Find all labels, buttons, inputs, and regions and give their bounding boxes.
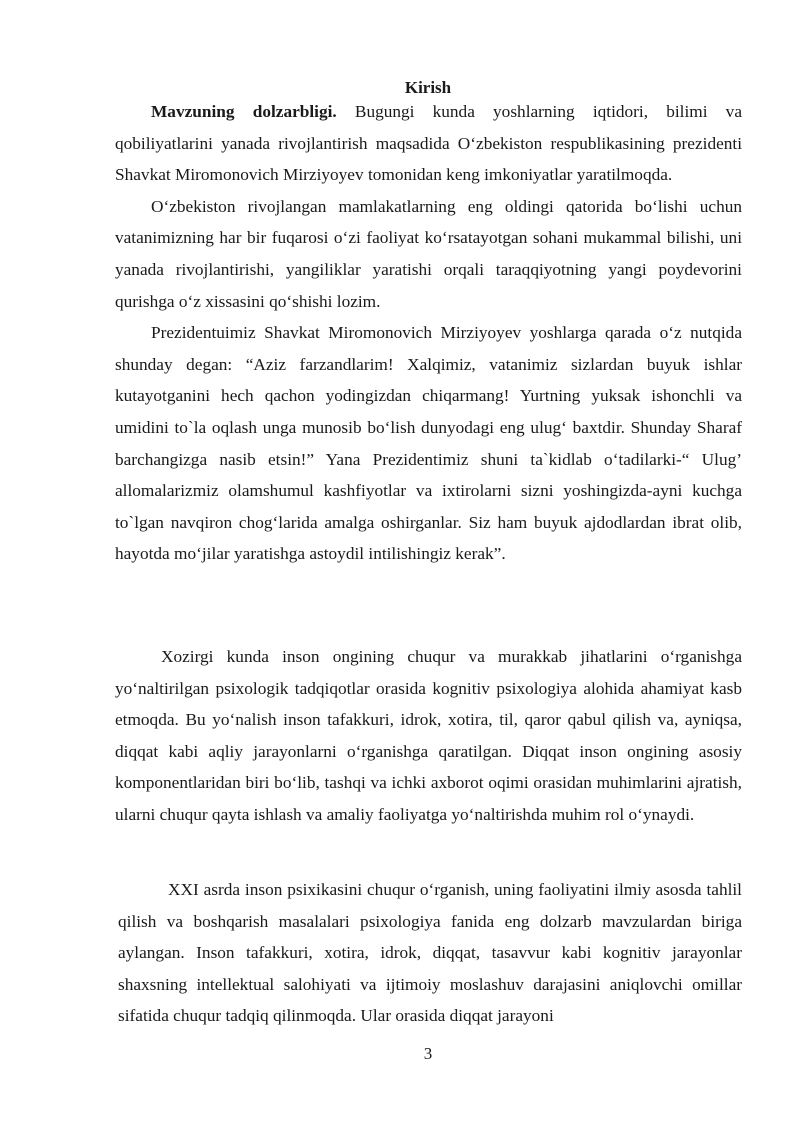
paragraph-uzbekistan: O‘zbekiston rivojlangan mamlakatlarning eng oldingi qatorida bo‘lishi uchun vatanimizning har bir fuqarosi o‘zi faoliyat ko‘rsatayotgan sohani mukammal bilishi, uni yanada rivojlantirishi, yangiliklar yaratishi orqali taraqqiyotning yangi poydevorini qurishga o‘z xissasini qo‘shishi lozim.: [115, 196, 742, 311]
paragraph-relevance: [115, 96, 742, 191]
text-block-xxi-century: [118, 874, 742, 1032]
paragraph-text: Bugungi kunda yoshlarning iqtidori, bilimi va qobiliyatlarini yanada rivojlantirish maqsadida O‘zbekiston respublikasining prezidenti Shavkat Miromonovich Mirziyoyev tomonidan keng imkoniyatlar yaratilmoqda.: [115, 102, 742, 185]
paragraph-president-quote: Prezidentuimiz Shavkat Miromonovich Mirziyoyev yoshlarga qarada o‘z nutqida shunday degan: “Aziz farzandlarim! Xalqimiz, vatanimiz sizlardan buyuk ishlar kutayotganini hech qachon yodingizdan chiqarmang! Yurtning yuksak ishonchli va umidini to`la oqlash unga munosib bo‘lish dunyodagi eng ulug‘ baxtdir. Shunday Sharaf barchangizga nasib etsin!” Yana Prezidentimiz shuni ta`kidlab o‘tadilarki-“ Ulug’ allomalarizmiz olamshumul kashfiyotlar va ixtirolarni sizni yoshingizda-ayni kuchga to`lgan navqiron chog‘larida amalga oshirganlar. Siz ham buyuk ajdodlardan ibrat olib, hayotda mo‘jilar yaratishga astoydil intilishingiz kerak”.: [115, 323, 742, 564]
text-block-intro: [115, 96, 742, 570]
paragraph-cognitive-psychology: Xozirgi kunda inson ongining chuqur va murakkab jihatlarini o‘rganishga yo‘naltirilgan psixologik tadqiqotlar orasida kognitiv psixologiya alohida ahamiyat kasb etmoqda. Bu yo‘nalish inson tafakkuri, idrok, xotira, til, qaror qabul qilish va, ayniqsa, diqqat kabi aqliy jarayonlarni o‘rganishga qaratilgan. Diqqat inson ongining asosiy komponentlaridan biri bo‘lib, tashqi va ichki axborot oqimi orasidan muhimlarini ajratish, ularni chuqur qayta ishlash va amaliy faoliyatga yo‘naltirishda muhim rol o‘ynaydi.: [115, 647, 742, 824]
text-block-cognitive: [115, 641, 742, 831]
section-title: Kirish: [404, 78, 452, 97]
paragraph-lead: Mavzuning dolzarbligi.: [151, 102, 337, 121]
paragraph-xxi-century: XXI asrda inson psixikasini chuqur o‘rganish, uning faoliyatini ilmiy asosda tahlil qilish va boshqarish masalalari psixologiya fanida eng dolzarb mavzulardan biriga aylangan. Inson tafakkuri, xotira, idrok, diqqat, tasavvur kabi kognitiv jarayonlar shaxsning intellektual salohiyati va ijtimoiy moslashuv darajasini aniqlovchi omillar sifatida chuqur tadqiq qilinmoqda. Ular orasida diqqat jarayoni: [118, 880, 742, 1026]
page-number: 3: [423, 1044, 433, 1063]
